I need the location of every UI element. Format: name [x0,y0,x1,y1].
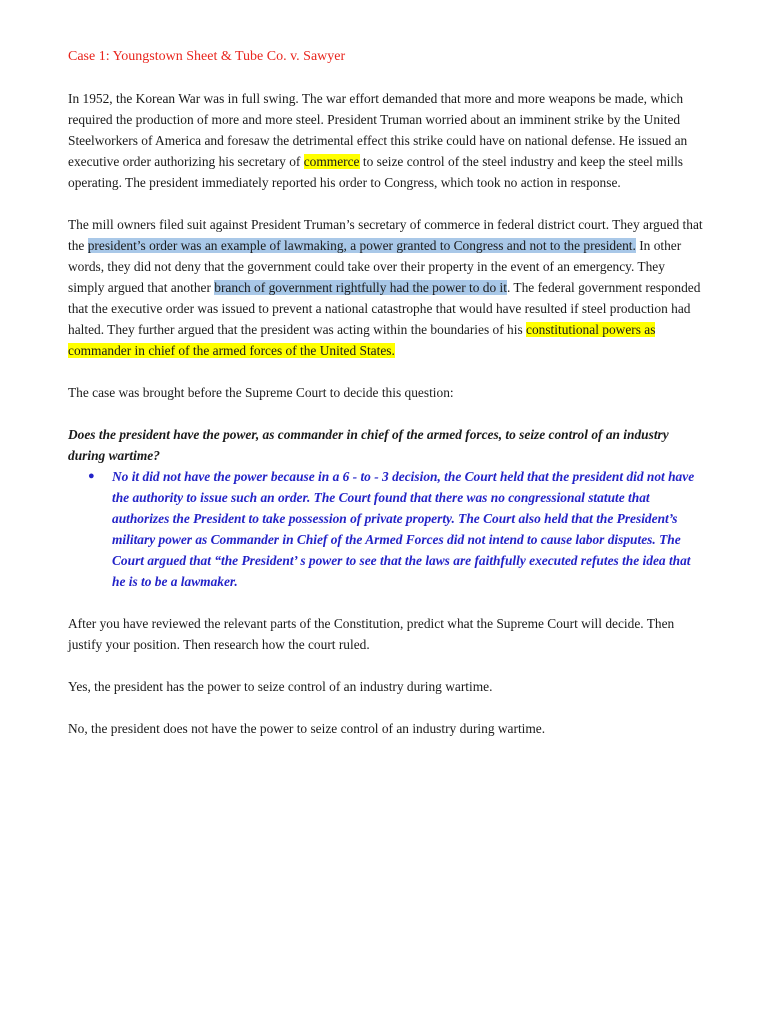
paragraph-question-intro: The case was brought before the Supreme Court to decide this question: [68,385,454,400]
text-run: In 1952, the Korean War was in full swing. The war effort demanded that more and more weapons be made, which required the production of more and more steel. President Truman worried about an imminent strike by the United Steelworkers of America and foresaw the detrimental effect this strike could have on national defense. He issued an executive order authorizing his secretary of [68,91,688,169]
paragraph-instructions: After you have reviewed the relevant parts of the Constitution, predict what the Supreme Court will decide. Then justify your position. Then research how the court ruled. [68,616,675,652]
option-no: No, the president does not have the power to seize control of an industry during wartime. [68,721,546,736]
answer-item [88,466,704,592]
highlight-branch-of-government: branch of government rightfully had the power to do it [214,280,507,295]
answer-list [68,466,704,592]
text-run: . The federal government responded that the executive order was issued to prevent a national catastrophe that would have resulted if steel production had halted. They further argued that the president was acting within the boundaries of his [68,280,701,337]
paragraph-background [68,88,704,193]
paragraph-arguments [68,214,704,361]
option-yes: Yes, the president has the power to seize control of an industry during wartime. [68,679,493,694]
text-run: The mill owners filed suit against President Truman’s secretary of commerce in federal district court. They argued that the [68,217,703,253]
text-run: In other words, they did not deny that the government could take over their property in the event of an emergency. They simply argued that another [68,238,682,295]
case-question: Does the president have the power, as commander in chief of the armed forces, to seize control of an industry during wartime? [68,427,669,463]
highlight-commerce: commerce [303,154,360,169]
bullet-icon: ● [88,470,95,482]
highlight-constitutional-powers: constitutional powers as commander in chief of the armed forces of the United States. [68,322,656,358]
document-page [68,46,704,760]
answer-text: No it did not have the power because in a 6 - to - 3 decision, the Court held that the president did not have the authority to issue such an order. The Court found that there was no congressional statute that authorizes the President to take possession of private property. The Court also held that the President’s military power as Commander in Chief of the Armed Forces did not intend to cause labor disputes. The Court argued that “the President’ s power to see that the laws are faithfully executed refutes the idea that he is to be a lawmaker. [112,469,695,589]
case-title: Case 1: Youngstown Sheet & Tube Co. v. Sawyer [68,49,346,64]
highlight-lawmaking: president’s order was an example of lawmaking, a power granted to Congress and not to the president. [87,238,636,253]
text-run: to seize control of the steel industry and keep the steel mills operating. The president immediately reported his order to Congress, which took no action in response. [68,154,684,190]
